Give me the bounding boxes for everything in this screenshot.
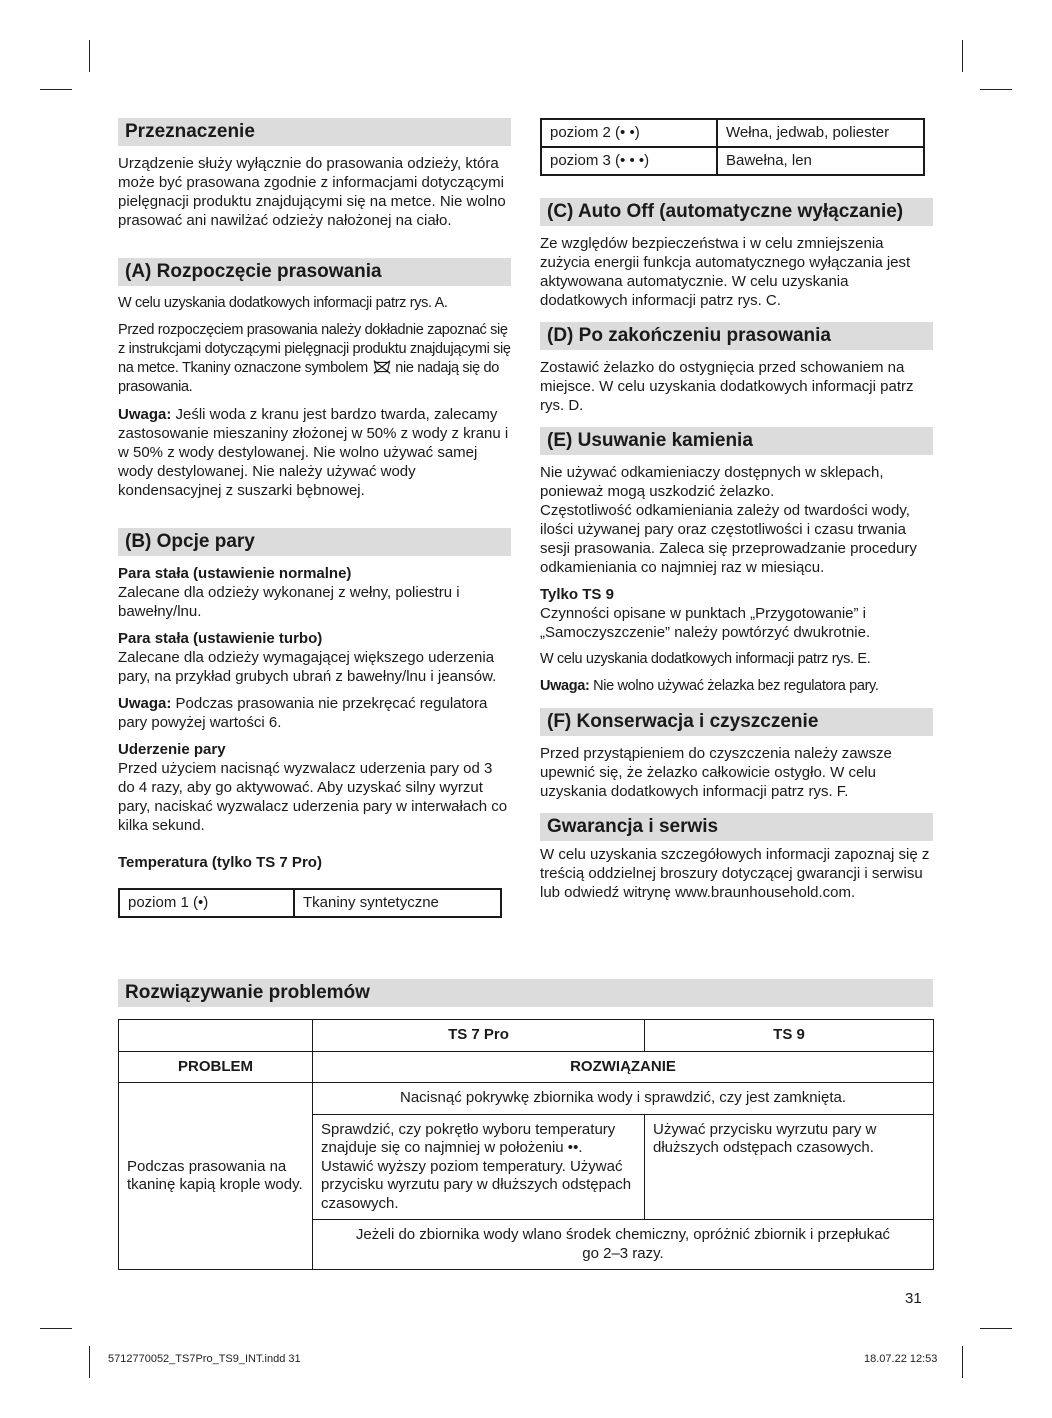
warranty-text: W celu uzyskania szczegółowych informacji zapoznaj się z treścią oddzielnej broszury dotyczącej gwarancji i serwisu lub odwiedź witrynę www.braunhousehold.com. (540, 846, 930, 901)
note-text: Nie wolno używać żelazka bez regulatora pary. (589, 678, 879, 694)
crop-mark (40, 89, 72, 90)
solution-common-2: Jeżeli do zbiornika wody wlano środek chemiczny, opróżnić zbiornik i przepłukać go 2–3 razy. (313, 1220, 934, 1270)
temp-level-cell: poziom 1 (•) (119, 889, 294, 917)
section-title-steam-options: (B) Opcje pary (118, 528, 511, 556)
footer-date: 18.07.22 12:53 (864, 1353, 938, 1365)
section-title-troubleshooting: Rozwiązywanie problemów (118, 979, 933, 1007)
crop-mark (980, 1328, 1012, 1329)
temperature-table-part2 (540, 118, 925, 176)
start-ironing-note (118, 405, 511, 500)
note-label: Uwaga: (118, 406, 172, 423)
section-title-purpose: Przeznaczenie (118, 118, 511, 146)
problem-cell: Podczas prasowania na tkaninę kapią krople wody. (119, 1083, 313, 1270)
solution-common-1: Nacisnąć pokrywkę zbiornika wody i sprawdzić, czy jest zamknięta. (313, 1083, 934, 1115)
purpose-text: Urządzenie służy wyłącznie do prasowania odzieży, która może być prasowana zgodnie z informacjami dotyczącymi pielęgnacji produktu znajdującymi się na metce. Nie wolno prasować ani nawilżać odzieży nałożonej na ciało. (118, 155, 506, 229)
steam-note (118, 694, 511, 732)
descaling-text-2: Częstotliwość odkamieniania zależy od twardości wody, ilości używanej pary oraz częstotliwości i czasu trwania sesji prasowania. Zaleca się przeprowadzanie procedury odkamieniania co najmniej raz w miesiącu. (540, 502, 917, 576)
steam-turbo-text: Zalecane dla odzieży wymagającej większego uderzenia pary, na przykład grubych ubrań z bawełny/lnu i jeansów. (118, 649, 497, 685)
table-row (119, 889, 501, 917)
section-title-start-ironing: (A) Rozpoczęcie prasowania (118, 258, 511, 286)
crop-mark (962, 40, 963, 72)
header-solution: ROZWIĄZANIE (313, 1051, 934, 1083)
maintenance-text: Przed przystąpieniem do czyszczenia należy zawsze upewnić się, że żelazko całkowicie ostygło. W celu uzyskania dodatkowych informacji patrz rys. F. (540, 745, 892, 800)
start-ironing-text (118, 321, 511, 397)
steam-shot-heading: Uderzenie pary (118, 741, 226, 758)
steam-turbo-heading: Para stała (ustawienie turbo) (118, 630, 323, 647)
page-number: 31 (905, 1290, 922, 1307)
solution-ts9: Używać przycisku wyrzutu pary w dłuższych odstępach czasowych. (645, 1114, 934, 1220)
steam-normal-text: Zalecane dla odzieży wykonanej z wełny, poliestru i bawełny/lnu. (118, 584, 460, 620)
troubleshooting-table (118, 1019, 934, 1270)
temp-level-cell: poziom 3 (• • •) (541, 147, 717, 175)
header-problem: PROBLEM (119, 1051, 313, 1083)
right-column (540, 118, 933, 902)
steam-shot-text: Przed użyciem nacisnąć wyzwalacz uderzenia pary od 3 do 4 razy, aby go aktywować. Aby uzyskać silny wyrzut pary, naciskać wyzwalacz uderzenia pary w interwałach co kilka sekund. (118, 760, 508, 834)
section-title-auto-off: (C) Auto Off (automatyczne wyłączanie) (540, 198, 933, 226)
crop-mark (89, 40, 90, 72)
table-row (119, 1020, 934, 1052)
steam-normal-heading: Para stała (ustawienie normalne) (118, 565, 352, 582)
temperature-table-part1 (118, 888, 502, 918)
start-ironing-text-a: Przed rozpoczęciem prasowania należy dokładnie zapoznać się z instrukcjami dotyczącymi pielęgnacji produktu znajdującymi się na metce. Tkaniny oznaczone symbolem (118, 322, 511, 376)
note-label: Uwaga: (540, 678, 590, 694)
table-row (541, 119, 924, 147)
table-row (541, 147, 924, 175)
crop-mark (40, 1328, 72, 1329)
section-title-maintenance: (F) Konserwacja i czyszczenie (540, 708, 933, 736)
temperature-heading: Temperatura (tylko TS 7 Pro) (118, 854, 322, 871)
header-ts7pro: TS 7 Pro (313, 1020, 645, 1052)
table-row (119, 1083, 934, 1115)
after-ironing-text: Zostawić żelazko do ostygnięcia przed schowaniem na miejsce. W celu uzyskania dodatkowych informacji patrz rys. D. (540, 359, 914, 414)
left-column (118, 118, 511, 918)
footer-file: 5712770052_TS7Pro_TS9_INT.indd 31 (108, 1353, 301, 1365)
troubleshooting-section (118, 979, 933, 1270)
note-label: Uwaga: (118, 695, 172, 712)
crop-mark (980, 89, 1012, 90)
header-ts9: TS 9 (645, 1020, 934, 1052)
auto-off-text: Ze względów bezpieczeństwa i w celu zmniejszenia zużycia energii funkcja automatycznego wyłączania jest aktywowana automatycznie. W celu uzyskania dodatkowych informacji patrz rys. C. (540, 235, 911, 309)
crop-mark (962, 1346, 963, 1378)
temp-fabric-cell: Wełna, jedwab, poliester (717, 119, 924, 147)
start-ironing-ref: W celu uzyskania dodatkowych informacji patrz rys. A. (118, 295, 448, 311)
start-ironing-text-b: nie nadają się do prasowania. (118, 360, 499, 395)
ts9-only-heading: Tylko TS 9 (540, 586, 614, 603)
descaling-note (540, 677, 933, 696)
section-title-descaling: (E) Usuwanie kamienia (540, 427, 933, 455)
empty-header-cell (119, 1020, 313, 1052)
note-text: Podczas prasowania nie przekręcać regulatora pary powyżej wartości 6. (118, 695, 488, 731)
section-title-after-ironing: (D) Po zakończeniu prasowania (540, 322, 933, 350)
descaling-text-3: Czynności opisane w punktach „Przygotowanie” i „Samoczyszczenie” należy powtórzyć dwukrotnie. (540, 605, 871, 641)
section-title-warranty: Gwarancja i serwis (540, 813, 933, 841)
descaling-text-1: Nie używać odkamieniaczy dostępnych w sklepach, ponieważ mogą uszkodzić żelazko. (540, 464, 884, 500)
solution-ts7pro: Sprawdzić, czy pokrętło wyboru temperatury znajduje się co najmniej w położeniu ••. Ustawić wyższy poziom temperatury. Używać przycisku wyrzutu pary w dłuższych odstępach czasowych. (313, 1114, 645, 1220)
descaling-ref: W celu uzyskania dodatkowych informacji patrz rys. E. (540, 651, 871, 667)
crop-mark (89, 1346, 90, 1378)
temp-fabric-cell: Bawełna, len (717, 147, 924, 175)
table-row (119, 1051, 934, 1083)
do-not-iron-icon (372, 359, 392, 375)
note-text: Jeśli woda z kranu jest bardzo twarda, zalecamy zastosowanie mieszaniny złożonej w 50% z wody z kranu i w 50% z wody destylowanej. Nie wolno używać samej wody destylowanej. Nie należy używać wody kondensacyjnej z suszarki bębnowej. (118, 406, 509, 499)
temp-fabric-cell: Tkaniny syntetyczne (294, 889, 501, 917)
temp-level-cell: poziom 2 (• •) (541, 119, 717, 147)
